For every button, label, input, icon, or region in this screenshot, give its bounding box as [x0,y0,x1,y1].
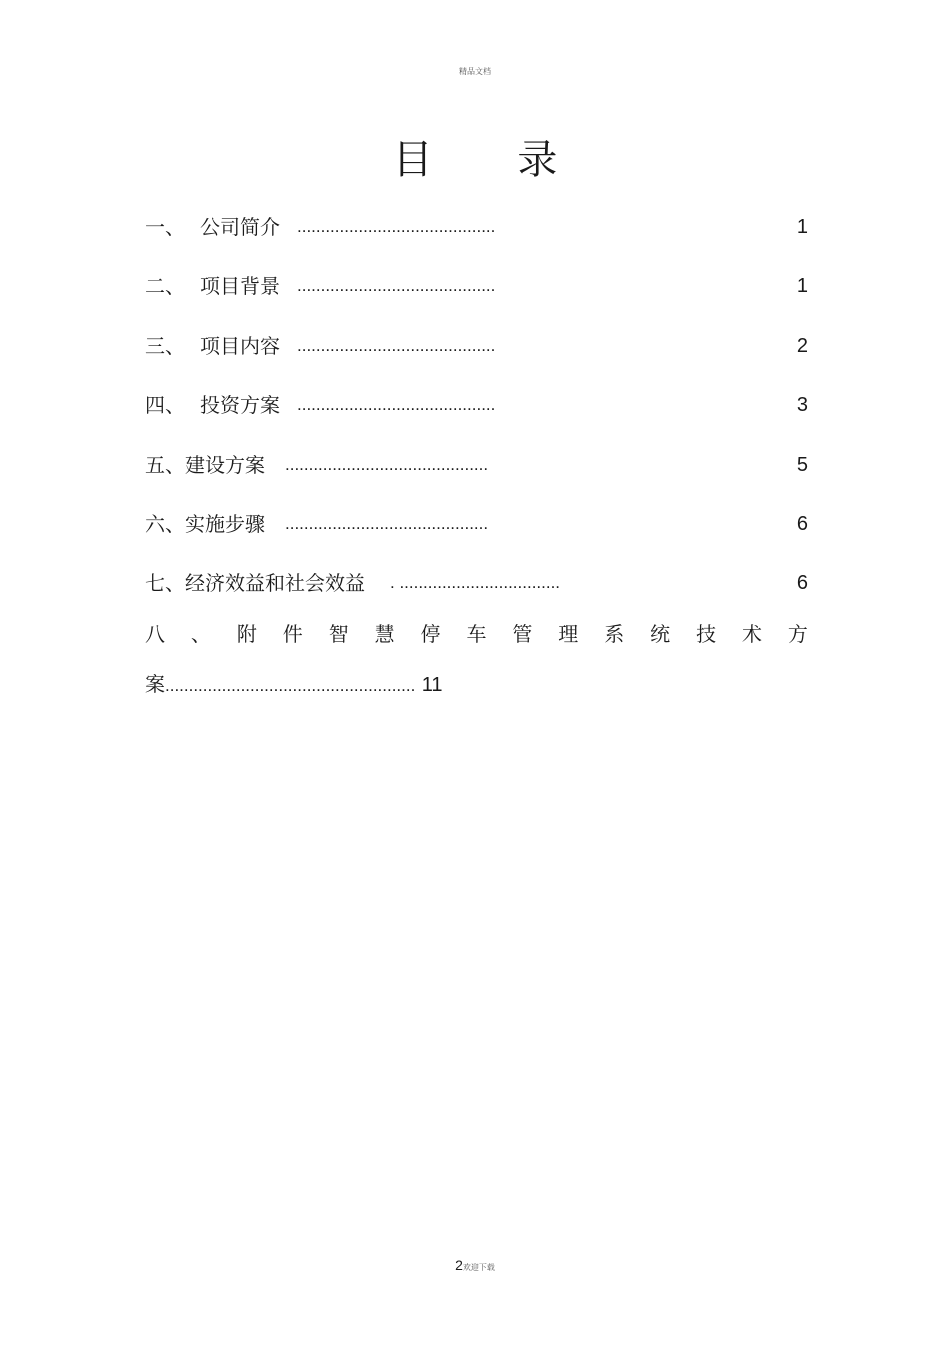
toc-row[interactable] [145,390,808,420]
toc-char: 八 [145,622,165,646]
toc-char: 慧 [374,622,395,646]
toc-page-number: 3 [796,394,808,416]
toc-number: 六、 [145,512,185,536]
toc-page-number: 2 [796,335,808,357]
toc-char: 系 [604,622,625,646]
page-footer [0,1255,950,1274]
toc-char: 、 [190,622,211,646]
toc-leader: . .................................. [390,573,561,592]
toc-label: 公司简介 [200,215,280,239]
toc-number: 一、 [145,215,185,239]
toc-number: 四、 [145,393,185,417]
toc-char: 停 [420,622,441,646]
toc-row[interactable] [145,509,808,539]
toc-leader: ..................................................... [165,676,416,695]
toc-leader: ........................................... [285,514,489,533]
toc-char: 方 [787,622,808,646]
toc-page-number: 6 [796,513,808,535]
toc-number: 二、 [145,274,185,298]
page-title: 目 录 [392,137,594,183]
toc-char: 件 [282,622,303,646]
toc-leader: .......................................... [297,395,496,414]
toc-leader: .......................................... [297,276,496,295]
toc-row[interactable] [145,568,808,598]
toc-char: 管 [512,622,533,646]
footer-note: 欢迎下载 [462,1263,495,1272]
toc-page-number: 6 [796,572,808,594]
toc-number: 七、 [145,571,185,595]
toc-page-number: 1 [796,216,808,238]
toc-leader: ........................................... [285,455,489,474]
toc-char: 术 [741,622,762,646]
toc-label: 项目背景 [200,274,280,298]
toc-label: 案 [145,672,165,696]
toc-char: 统 [650,622,671,646]
toc-label: 经济效益和社会效益 [185,571,365,595]
footer-page-number: 2 [455,1257,463,1273]
toc-char: 附 [236,622,257,646]
toc-page-number: 5 [796,454,808,476]
header-note: 精品文档 [459,67,491,76]
toc-row-spread[interactable] [145,619,808,649]
toc-label: 项目内容 [200,334,280,358]
toc-leader: .......................................... [297,217,496,236]
toc-label: 实施步骤 [185,512,265,536]
toc-row[interactable] [145,450,808,480]
toc-row[interactable] [145,271,808,301]
toc-char: 技 [696,622,717,646]
toc-char: 智 [328,622,349,646]
toc-label: 投资方案 [200,393,280,417]
toc-page-number: 1 [796,275,808,297]
toc-row[interactable] [145,331,808,361]
toc-row-continuation[interactable] [145,669,442,699]
toc-page-number: 11 [421,674,443,696]
toc-number: 五、 [145,453,185,477]
toc-number: 三、 [145,334,185,358]
toc-label: 建设方案 [185,453,265,477]
toc-leader: .......................................... [297,336,496,355]
toc-row[interactable] [145,212,808,242]
toc-char: 车 [466,622,487,646]
toc-char: 理 [558,622,579,646]
